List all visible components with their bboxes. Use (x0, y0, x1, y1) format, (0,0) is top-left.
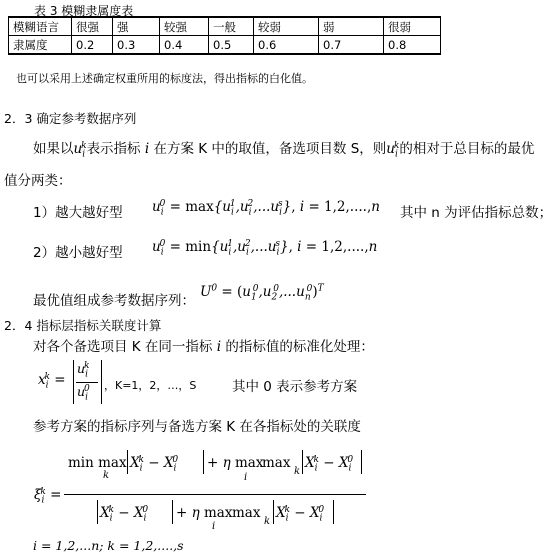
membership-table (8, 16, 441, 55)
table-cell: 0.4 (160, 36, 209, 55)
section-2-3-paragraph (33, 137, 535, 160)
section-2-4-title: 2．4 指标层指标关联度计算 (4, 318, 162, 333)
fraction-line (76, 382, 98, 383)
table-col-header: 很强 (72, 17, 113, 36)
table-row-label: 隶属度 (9, 36, 72, 55)
fraction-line (64, 494, 366, 495)
table-header-label: 模糊语言 (9, 17, 72, 36)
formula-min: $u_i^0 = \min\{u_i^1,u_i^2,...u_i^s\}$, i = 1,2,....,n (152, 238, 378, 258)
formula-term: max (232, 505, 261, 521)
formula-sub-k: k (103, 470, 110, 481)
abs-bar (333, 500, 334, 524)
table-caption: 表 3 模糊隶属度表 (34, 4, 134, 18)
table-value-row (9, 36, 441, 55)
formula-u-ik: $u_i^k$ (73, 140, 87, 160)
table-col-header: 较弱 (254, 17, 319, 36)
formula-u-ik: $u_i^k$ (386, 140, 400, 160)
formula-i: i (212, 339, 226, 355)
section-2-3-title: 2．3 确定参考数据序列 (4, 111, 137, 126)
item-2-label: 2）越小越好型 (33, 245, 123, 261)
abs-bar (273, 500, 274, 524)
abs-bar (127, 450, 128, 474)
formula-sub-k: k (294, 466, 301, 477)
table-col-header: 弱 (319, 17, 384, 36)
formula-i: i (140, 141, 154, 157)
formula-denominator: $u_i^0$ (77, 383, 90, 403)
section-2-4-paragraph (33, 335, 374, 355)
item-1-label: 1）越大越好型 (33, 205, 123, 221)
table-cell: 0.7 (319, 36, 384, 55)
abs-bar-left (73, 360, 74, 404)
zero-note: 其中 0 表示参考方案 (232, 379, 358, 395)
formula-term: $X_i^k - X_i^0$ (130, 454, 179, 474)
abs-bar-right (101, 360, 102, 404)
abs-bar (203, 450, 204, 474)
formula-xi-ik: $\xi_i^k$ = (34, 486, 62, 506)
table-col-header: 较强 (160, 17, 209, 36)
text: 表示指标 (86, 141, 141, 157)
table-col-header: 一般 (209, 17, 254, 36)
table-cell: 0.6 (254, 36, 319, 55)
table-col-header: 很弱 (384, 17, 441, 36)
text: 在方案 K 中的取值，备选项目数 S，则 (153, 141, 387, 157)
formula-term: $X_i^k - X_i^0$ (276, 504, 325, 524)
text: 如果以 (33, 141, 74, 157)
table-col-header: 强 (113, 17, 160, 36)
formula-term: + η max (176, 505, 233, 521)
formula-max: $u_i^0 = \max\{u_i^1,u_i^2,...u_i^s\}$, i = 1,2,....,n (152, 198, 380, 218)
table-header-row (9, 17, 441, 36)
text: 对各个备选项目 K 在同一指标 (33, 339, 213, 355)
section-2-3-paragraph-cont: 值分两类： (4, 173, 72, 189)
text: 的相对于总目标的最优 (399, 141, 535, 157)
table-cell: 0.5 (209, 36, 254, 55)
table-cell: 0.3 (113, 36, 160, 55)
formula-term: max (262, 455, 291, 471)
formula-term: + η max (207, 455, 264, 471)
abs-bar (172, 500, 173, 524)
abs-bar (97, 500, 98, 524)
formula-reference-sequence: $U^0 = (u_1^0,u_2^0,...u_n^0)^T$ (200, 283, 324, 303)
abs-bar (361, 450, 362, 474)
index-range: i = 1,2,...n; k = 1,2,....,s (33, 538, 184, 553)
formula-numerator-line: min max (68, 455, 127, 471)
formula-sub-k: k (264, 516, 271, 527)
text: 的指标值的标准化处理： (225, 339, 374, 355)
table-cell: 0.8 (384, 36, 441, 55)
item-1-note: 其中 n 为评估指标总数； (400, 205, 553, 221)
table-cell: 0.2 (72, 36, 113, 55)
formula-x-ik: $x_i^k$ = (38, 371, 66, 391)
table-note: 也可以采用上述确定权重所用的标度法，得出指标的白化值。 (16, 72, 313, 85)
formula-sub-i: i (212, 521, 216, 532)
formula-term: $X_i^k - X_i^0$ (305, 454, 354, 474)
formula-numerator: $u_i^k$ (77, 360, 90, 380)
k-range: ，K=1，2，…，S (104, 379, 197, 392)
section-2-4-paragraph-2: 参考方案的指标序列与备选方案 K 在各指标处的关联度 (33, 419, 361, 435)
formula-sub-i: i (244, 472, 248, 483)
ref-seq-label: 最优值组成参考数据序列： (33, 293, 195, 309)
abs-bar (302, 450, 303, 474)
formula-term: $X_i^k - X_i^0$ (100, 504, 149, 524)
